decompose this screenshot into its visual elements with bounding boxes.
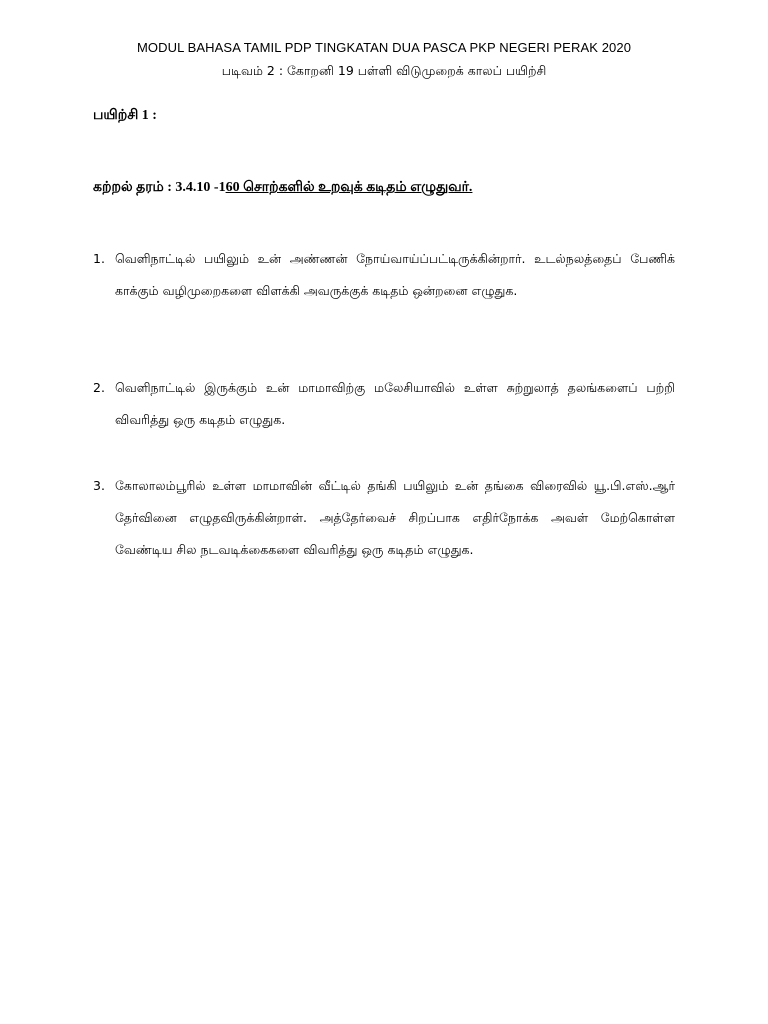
question-number: 1. xyxy=(93,251,105,266)
learning-standard-prefix: கற்றல் தரம் : 3.4.10 -1 xyxy=(93,180,226,195)
question-number: 2. xyxy=(93,380,105,395)
learning-standard-underlined: 60 சொற்களில் உறவுக் கடிதம் எழுதுவர். xyxy=(225,180,473,195)
question-number: 3. xyxy=(93,478,105,493)
question-text: கோலாலம்பூரில் உள்ள மாமாவின் வீட்டில் தங்கி பயிலும் உன் தங்கை விரைவில் யூ.பி.எஸ்.ஆர் தேர்வினை எழுதவிருக்கின்றாள். அத்தேர்வைச் சிறப்பாக எதிர்நோக்க அவள் மேற்கொள்ள வேண்டிய சில நடவடிக்கைகளை விவரித்து ஒரு கடிதம் எழுதுக. xyxy=(115,478,675,557)
learning-standard xyxy=(93,180,472,197)
question-text: வெளிநாட்டில் இருக்கும் உன் மாமாவிற்கு மலேசியாவில் உள்ள சுற்றுலாத் தலங்களைப் பற்றி விவரித்து ஒரு கடிதம் எழுதுக. xyxy=(115,380,675,427)
exercise-label: பயிற்சி 1 : xyxy=(93,108,157,123)
module-title: MODUL BAHASA TAMIL PDP TINGKATAN DUA PASCA PKP NEGERI PERAK 2020 xyxy=(136,40,632,55)
module-subtitle: படிவம் 2 : கோறனி 19 பள்ளி விடுமுறைக் காலப் பயிற்சி xyxy=(221,63,547,78)
question-text: வெளிநாட்டில் பயிலும் உன் அண்ணன் நோய்வாய்ப்பட்டிருக்கின்றார். உடல்நலத்தைப் பேணிக் காக்கும் வழிமுறைகளை விளக்கி அவருக்குக் கடிதம் ஒன்றனை எழுதுக. xyxy=(115,251,675,298)
